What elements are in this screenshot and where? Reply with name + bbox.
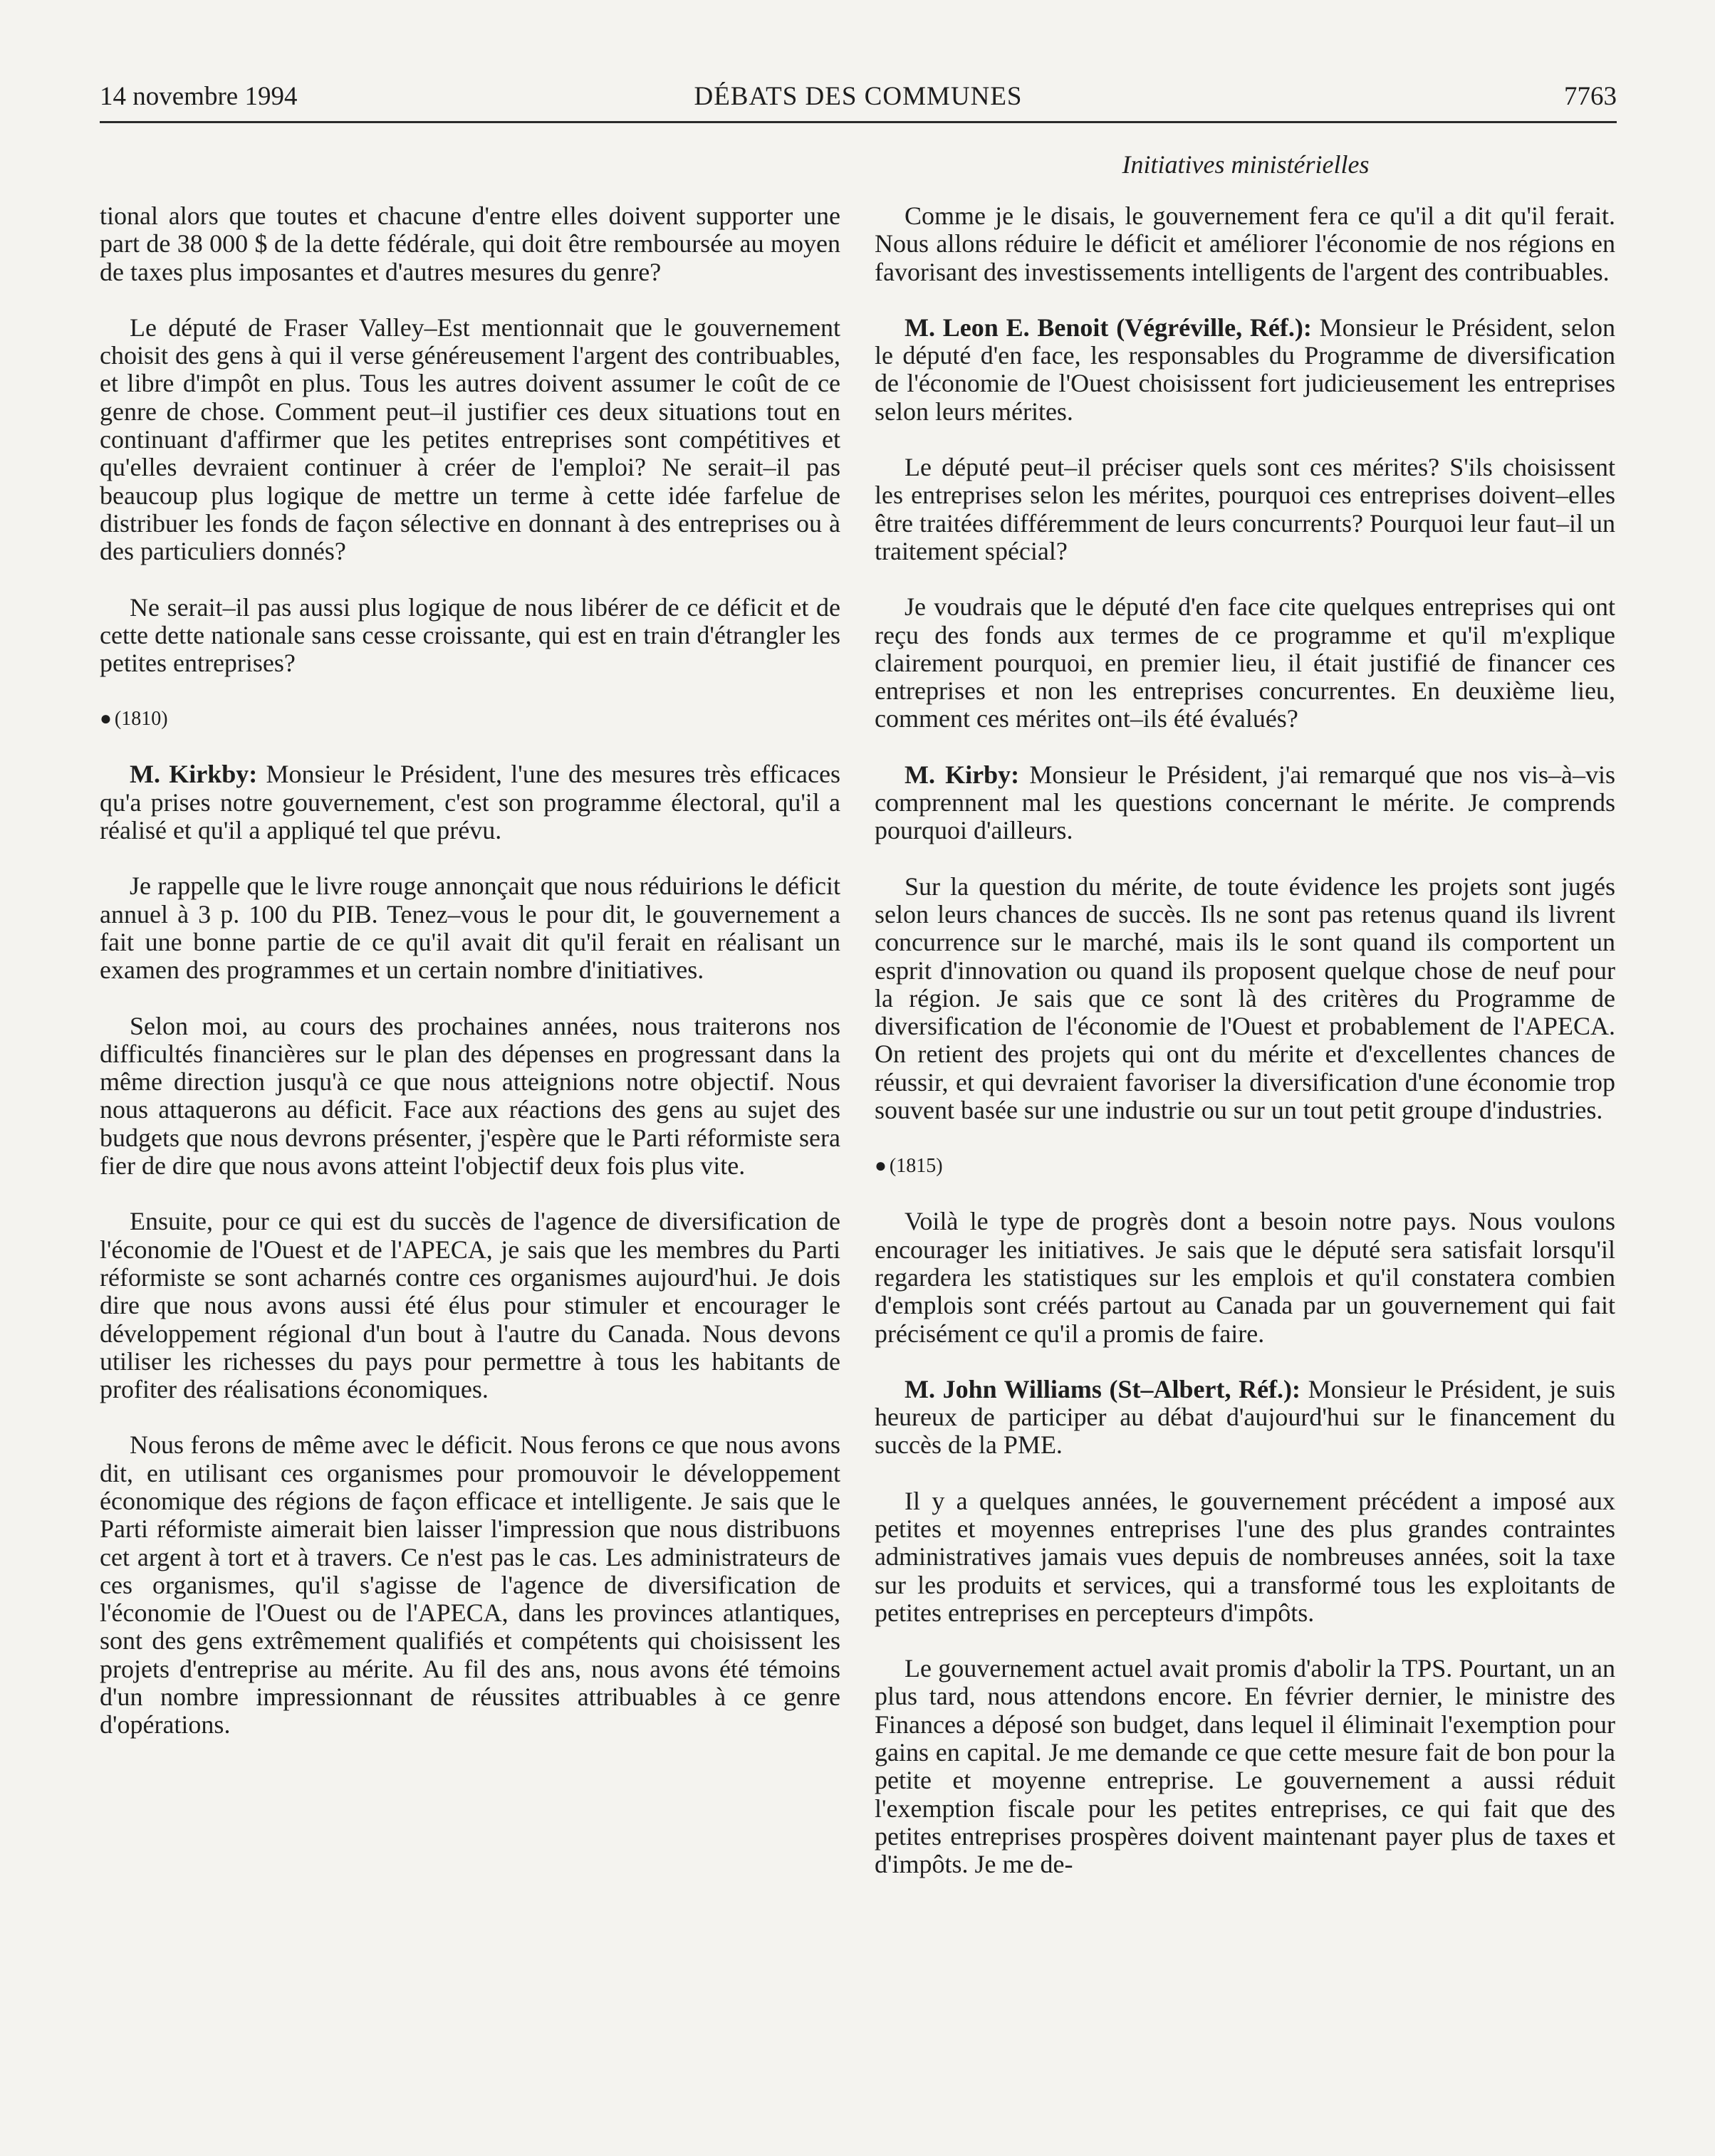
paragraph: Nous ferons de même avec le déficit. Nous ferons ce que nous avons dit, en utilisant ces organismes pour promouvoir le développement économique des régions de façon efficace et intelligente. Je sais que le Parti réformiste aimerait bien laisser l'impression que nous distribuons cet argent à tort et à travers. Ce n'est pas le cas. Les administrateurs de ces organismes, qu'il s'agisse de l'agence de diversification de l'économie de l'Ouest ou de l'APECA, dans les provinces atlantiques, sont des gens extrêmement qualifiés et compétents qui choisissent les projets d'entreprise au mérite. Au fil des ans, nous avons été témoins d'un nombre impressionnant de réussites attribuables à ce genre d'opérations. bbox=[100, 1430, 840, 1739]
bullet-icon: ● bbox=[875, 1155, 887, 1178]
paragraph: Ne serait–il pas aussi plus logique de nous libérer de ce déficit et de cette dette nationale sans cesse croissante, qui est en train d'étrangler les petites entreprises? bbox=[100, 592, 840, 678]
right-column bbox=[875, 202, 1615, 1907]
paragraph-text: Monsieur le Président, j'ai remarqué que nos vis–à–vis comprennent mal les questions concernant le mérite. Je comprends pourquoi d'ailleurs. bbox=[875, 760, 1615, 845]
paragraph: Voilà le type de progrès dont a besoin notre pays. Nous voulons encourager les initiatives. Je sais que le député sera satisfait lorsqu'il regardera les statistiques sur les emplois et qu'il constatera combien d'emplois sont créés partout au Canada par un gouvernement qui fait précisément ce qu'il a promis de faire. bbox=[875, 1207, 1615, 1348]
paragraph: Je rappelle que le livre rouge annonçait que nous réduirions le déficit annuel à 3 p. 100 du PIB. Tenez–vous le pour dit, le gouvernement a fait une bonne partie de ce qu'il avait dit qu'il ferait en réalisant un examen des programmes et un certain nombre d'initiatives. bbox=[100, 872, 840, 985]
speaker-name: M. Kirkby: bbox=[130, 760, 258, 789]
time-marker bbox=[875, 1152, 1615, 1180]
speaker-name: M. Leon E. Benoit (Végréville, Réf.): bbox=[905, 313, 1312, 342]
paragraph bbox=[100, 760, 840, 844]
speaker-name: M. John Williams (St–Albert, Réf.): bbox=[905, 1374, 1301, 1403]
page-number: 7763 bbox=[1564, 82, 1617, 111]
page-header bbox=[100, 74, 1617, 123]
paragraph bbox=[875, 314, 1615, 426]
bullet-icon: ● bbox=[100, 708, 112, 731]
paragraph-text: Monsieur le Président, je suis heureux de participer au débat d'aujourd'hui sur le financement du succès de la PME. bbox=[875, 1374, 1616, 1460]
time-marker-label: (1815) bbox=[889, 1155, 943, 1178]
paragraph-text: Monsieur le Président, l'une des mesures très efficaces qu'a prises notre gouvernement, c'est son programme électoral, qu'il a réalisé et qu'il a appliqué tel que prévu. bbox=[100, 760, 840, 845]
header-title: DÉBATS DES COMMUNES bbox=[694, 82, 1023, 111]
paragraph: Ensuite, pour ce qui est du succès de l'agence de diversification de l'économie de l'Ouest et de l'APECA, je sais que les membres du Parti réformiste se sont acharnés contre ces organismes aujourd'hui. Je dois dire que nous avons aussi été élus pour stimuler et encourager le développement régional d'un bout à l'autre du Canada. Nous devons utiliser les richesses du pays pour permettre à tous les habitants de profiter des réalisations économiques. bbox=[100, 1207, 840, 1404]
paragraph: Je voudrais que le député d'en face cite quelques entreprises qui ont reçu des fonds aux termes de ce programme et qu'il m'explique clairement pourquoi, en premier lieu, il était justifié de financer ces entreprises et non les entreprises concurrentes. En deuxième lieu, comment ces mérites ont–ils été évalués? bbox=[875, 592, 1615, 733]
paragraph: Il y a quelques années, le gouvernement précédent a imposé aux petites et moyennes entreprises l'une des plus grandes contraintes administratives jamais vues depuis de nombreuses années, soit la taxe sur les produits et services, qui a transformé tous les exploitants de petites entreprises en percepteurs d'impôts. bbox=[875, 1486, 1615, 1627]
paragraph: Sur la question du mérite, de toute évidence les projets sont jugés selon leurs chances de succès. Ils ne sont pas retenus quand ils livrent concurrence sur le marché, mais ils le sont quand ils comportent un esprit d'innovation ou quand ils proposent quelque chose de neuf pour la région. Je sais que ce sont là des critères du Programme de diversification de l'économie de l'Ouest et probablement de l'APECA. On retient des projets qui ont du mérite et d'excellentes chances de réussir, et qui devraient favoriser la diversification d'une économie trop souvent basée sur une industrie ou sur un tout petit groupe d'industries. bbox=[875, 872, 1615, 1125]
paragraph bbox=[875, 1376, 1615, 1460]
paragraph-text: Monsieur le Président, selon le député d'en face, les responsables du Programme de diversification de l'économie de l'Ouest choisissent fort judicieusement les entreprises selon leurs mérites. bbox=[875, 313, 1615, 426]
paragraph: Le député de Fraser Valley–Est mentionnait que le gouvernement choisit des gens à qui il verse généreusement l'argent des contribuables, et libre d'impôt en plus. Tous les autres doivent assumer le coût de ce genre de chose. Comment peut–il justifier ces deux situations tout en continuant d'affirmer que les petites entreprises sont compétitives et qu'elles devraient continuer à créer de l'emploi? Ne serait–il pas beaucoup plus logique de mettre un terme à cette idée farfelue de distribuer les fonds de façon sélective en donnant à des entreprises ou à des particuliers donnés? bbox=[100, 313, 840, 566]
paragraph: Selon moi, au cours des prochaines années, nous traiterons nos difficultés financières sur le plan des dépenses en progressant dans la même direction jusqu'à ce que nous atteignions notre objectif. Nous nous attaquerons au déficit. Face aux réactions des gens au sujet des budgets que nous devrons présenter, j'espère que le Parti réformiste sera fier de dire que nous avons atteint l'objectif deux fois plus vite. bbox=[100, 1011, 840, 1181]
paragraph: Le gouvernement actuel avait promis d'abolir la TPS. Pourtant, un an plus tard, nous attendons encore. En février dernier, le ministre des Finances a déposé son budget, dans lequel il éliminait l'exemption pour gains en capital. Je me demande ce que cette mesure fait de bon pour la petite et moyenne entreprise. Le gouvernement a aussi réduit l'exemption fiscale pour les petites entreprises, ce qui fait que des petites entreprises prospères doivent maintenant payer plus de taxes et d'impôts. Je me de- bbox=[875, 1654, 1615, 1879]
left-column bbox=[100, 202, 840, 1767]
paragraph bbox=[875, 761, 1615, 845]
time-marker-label: (1810) bbox=[114, 708, 168, 731]
paragraph: Comme je le disais, le gouvernement fera ce qu'il a dit qu'il ferait. Nous allons réduire le déficit et améliorer l'économie de nos régions en favorisant des investissements intelligents de l'argent des contribuables. bbox=[875, 202, 1615, 286]
header-date: 14 novembre 1994 bbox=[100, 82, 298, 111]
section-label: Initiatives ministérielles bbox=[1122, 150, 1370, 179]
paragraph: tional alors que toutes et chacune d'entre elles doivent supporter une part de 38 000 $ de la dette fédérale, qui doit être remboursée au moyen de taxes plus imposantes et d'autres mesures du genre? bbox=[100, 202, 840, 286]
time-marker bbox=[100, 705, 840, 733]
speaker-name: M. Kirby: bbox=[905, 760, 1020, 789]
paragraph: Le député peut–il préciser quels sont ces mérites? S'ils choisissent les entreprises selon les mérites, pourquoi ces entreprises doivent–elles être traitées différemment de leurs concurrents? Pourquoi leur faut–il un traitement spécial? bbox=[875, 453, 1615, 565]
